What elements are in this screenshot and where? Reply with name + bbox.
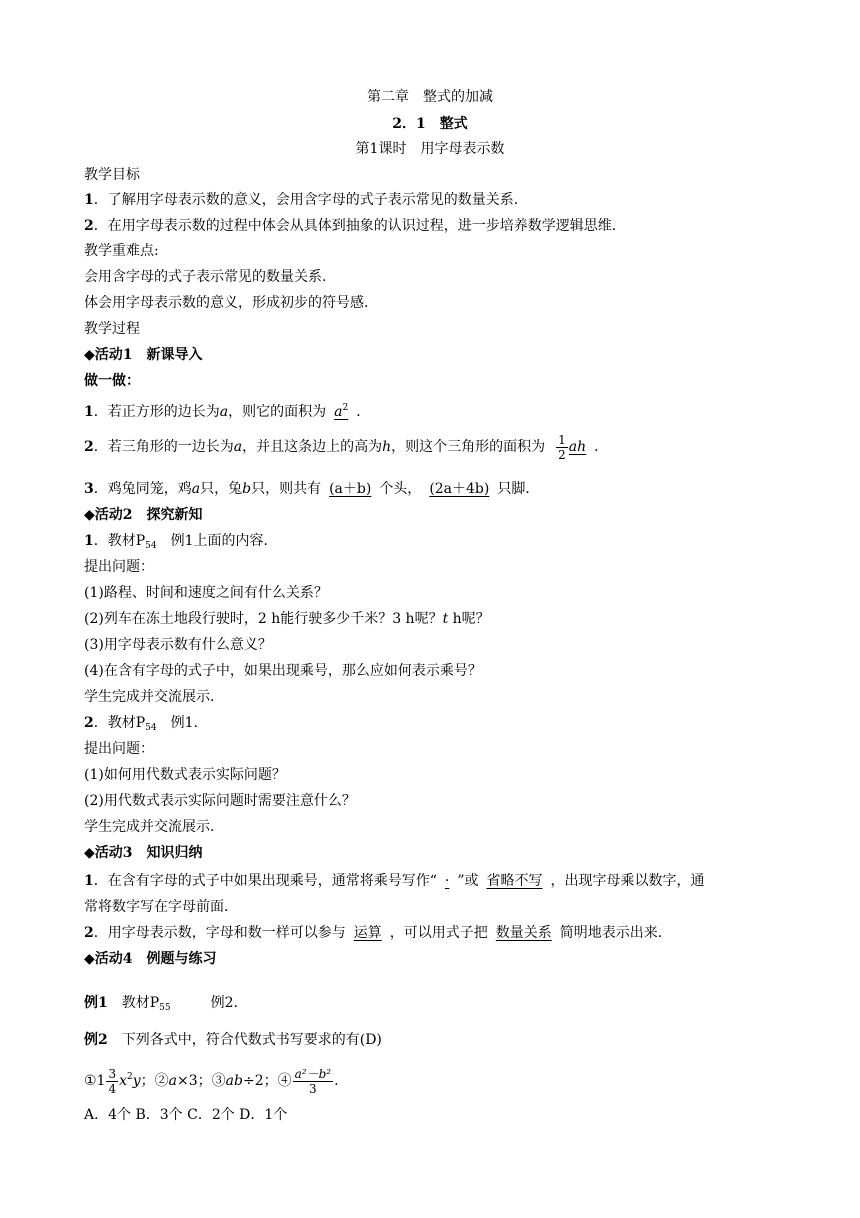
fraction-numerator: 1: [558, 432, 566, 447]
answer-blank: [545, 432, 594, 462]
answer-blank: (2a＋4b): [429, 481, 490, 497]
point-text: ．教材P: [93, 715, 146, 731]
fraction: [106, 1067, 118, 1096]
example-text: 例2.: [210, 995, 238, 1011]
activity-4-title: ◆活动4 例题与练习: [84, 951, 217, 967]
goal-2: [84, 215, 820, 237]
q-text: 个头，: [379, 481, 422, 497]
activity-1-title: ◆活动1 新课导入: [84, 347, 203, 363]
variable: ab: [225, 1073, 243, 1089]
activity-2-title: ◆活动2 探究新知: [84, 507, 203, 523]
activity-3-title: ◆活动3 知识归纳: [84, 845, 203, 861]
q-number: 2: [84, 439, 94, 455]
act1-question-2: [84, 432, 820, 462]
act2-question-4: (4)在含有字母的式子中，如果出现乘号，那么应如何表示乘号？: [84, 663, 482, 679]
point-number: 2: [84, 715, 94, 731]
student-complete-2: 学生完成并交流展示．: [84, 819, 224, 835]
try-heading: 做一做：: [84, 373, 140, 389]
variable: t: [442, 611, 449, 627]
q-text: ．鸡兔同笼，鸡: [93, 481, 192, 497]
subscript: 55: [159, 1003, 171, 1013]
superscript: 2: [342, 403, 349, 413]
q-text: ．若正方形的边长为: [93, 404, 220, 420]
chapter-title: 第二章 整式的加减: [367, 89, 493, 105]
point-number: 2: [84, 925, 94, 941]
variable: a: [233, 439, 243, 455]
section-title: 2．1 整式: [392, 116, 468, 132]
point-text: ．用字母表示数，字母和数一样可以参与: [93, 925, 346, 941]
fraction: [293, 1067, 333, 1096]
keypoint-2: 体会用字母表示数的意义，形成初步的符号感．: [84, 295, 378, 311]
example-label: 例1: [84, 995, 108, 1011]
q-text: ，则它的面积为: [228, 404, 327, 420]
fraction-numerator: 3: [108, 1066, 117, 1081]
ask-questions-2: 提出问题：: [84, 741, 154, 757]
answer-blank: (a＋b): [329, 481, 372, 497]
goal-2-number: 2: [84, 218, 94, 234]
point-text: 简明地表示出来．: [559, 925, 672, 941]
act2-point-2: [84, 712, 820, 739]
q-text: (2)列车在冻土地段行驶时，2 h能行驶多少千米？3 h呢？: [84, 611, 443, 627]
variable: x: [119, 1073, 128, 1089]
answer-blank: ·: [444, 873, 450, 889]
answer-choices: A．4个 B．3个 C．2个 D．1个: [84, 1107, 288, 1123]
q-text: h呢？: [448, 611, 490, 627]
answer-blank: 运算: [353, 925, 382, 941]
q-text: 只，则共有: [251, 481, 322, 497]
goal-1: [84, 189, 820, 211]
variable: a: [168, 1073, 178, 1089]
option-text: .: [334, 1073, 339, 1089]
variable: b: [242, 481, 252, 497]
answer-blank: 省略不写: [486, 873, 543, 889]
q-text: 只脚．: [497, 481, 540, 497]
example-2-options: [84, 1060, 820, 1098]
answer-text: a: [334, 404, 343, 420]
example-2: [84, 1029, 820, 1051]
q-text: 只，兔: [200, 481, 243, 497]
superscript: 2: [127, 1072, 133, 1082]
keypoints-heading: 教学重难点:: [84, 243, 159, 259]
option-text: ；②: [140, 1073, 169, 1089]
point-number: 1: [84, 533, 94, 549]
q-text: ，并且这条边上的高为: [242, 439, 383, 455]
goal-1-number: 1: [84, 192, 94, 208]
answer-blank: [326, 404, 356, 420]
q-text: ．: [594, 439, 609, 455]
q-text: ．若三角形的一边长为: [93, 439, 234, 455]
goal-2-text: ．在用字母表示数的过程中体会从具体到抽象的认识过程，进一步培养数学逻辑思维．: [93, 218, 626, 234]
point-text: ”或: [457, 873, 479, 889]
point-number: 1: [84, 873, 94, 889]
point-text: ．教材P: [93, 533, 146, 549]
subscript: 54: [145, 723, 157, 733]
example-1: [84, 992, 820, 1019]
example-text: 教材P: [107, 995, 160, 1011]
act1-question-1: [84, 397, 820, 423]
variable: y: [132, 1073, 141, 1089]
point-text: ，可以用式子把: [389, 925, 488, 941]
fraction-denominator: 3: [309, 1081, 317, 1096]
process-heading: 教学过程: [84, 321, 140, 337]
q-number: 1: [84, 404, 94, 420]
option-text: ①1: [84, 1073, 106, 1089]
fraction-numerator: a²－b²: [294, 1066, 332, 1081]
act2-question-2: [84, 608, 820, 630]
example-label: 例2: [84, 1032, 108, 1048]
lesson-title: 第1课时 用字母表示数: [355, 141, 505, 157]
fraction-denominator: 4: [108, 1081, 117, 1096]
summary-1: [84, 870, 820, 892]
ask-questions: 提出问题：: [84, 559, 154, 575]
subscript: 54: [145, 541, 157, 551]
variable: a: [219, 404, 229, 420]
option-text: ×3；③: [177, 1073, 226, 1089]
act2-question-6: (2)用代数式表示实际问题时需要注意什么？: [84, 793, 356, 809]
fraction: [556, 433, 568, 462]
keypoint-1: 会用含字母的式子表示常见的数量关系．: [84, 269, 336, 285]
summary-2: [84, 922, 820, 944]
student-complete-1: 学生完成并交流展示．: [84, 689, 224, 705]
act1-question-3: [84, 478, 820, 500]
q-text: ，则这个三角形的面积为: [391, 439, 546, 455]
q-number: 3: [84, 481, 94, 497]
q-text: ．: [356, 404, 371, 420]
act2-question-5: (1)如何用代数式表示实际问题？: [84, 767, 286, 783]
answer-text: ah: [568, 439, 587, 455]
example-text: 下列各式中，符合代数式书写要求的有(D): [107, 1032, 382, 1048]
option-text: ÷2；④: [242, 1073, 292, 1089]
goals-heading: 教学目标: [84, 167, 140, 183]
goal-1-text: ．了解用字母表示数的意义，会用含字母的式子表示常见的数量关系．: [93, 192, 528, 208]
point-text: 例1.: [156, 715, 198, 731]
point-text: 例1上面的内容．: [156, 533, 278, 549]
fraction-denominator: 2: [558, 447, 566, 462]
variable: h: [382, 439, 392, 455]
point-text: ，出现字母乘以数字，通: [550, 873, 705, 889]
act2-point-1: [84, 530, 820, 557]
act2-question-1: (1)路程、时间和速度之间有什么关系？: [84, 585, 328, 601]
summary-1-continued: 常将数字写在字母前面．: [84, 899, 238, 915]
point-text: ．在含有字母的式子中如果出现乘号，通常将乘号写作“: [93, 873, 437, 889]
variable: a: [191, 481, 201, 497]
act2-question-3: (3)用字母表示数有什么意义？: [84, 637, 272, 653]
answer-blank: 数量关系: [495, 925, 552, 941]
